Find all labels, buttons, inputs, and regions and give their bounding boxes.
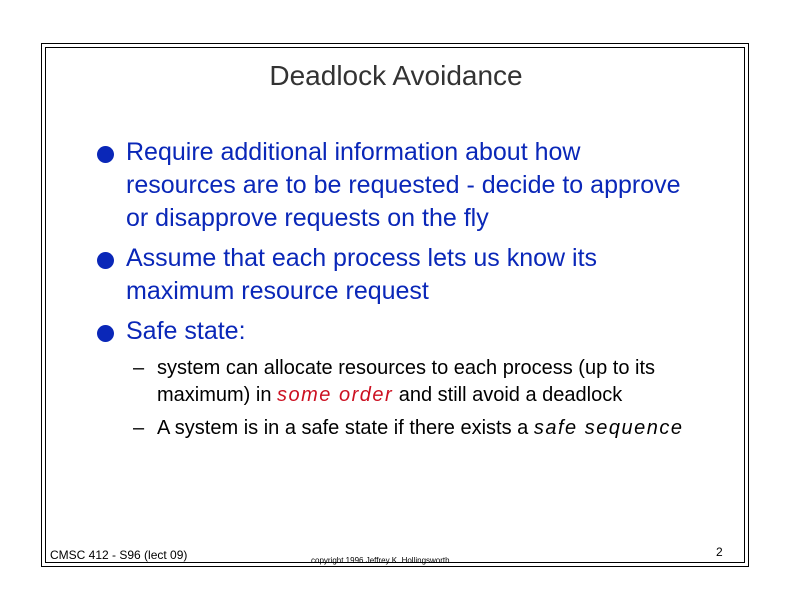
- dash-icon: –: [133, 417, 145, 439]
- slide-title: Deadlock Avoidance: [269, 60, 523, 91]
- bullet-item: [97, 242, 697, 308]
- sub-item: [97, 355, 697, 409]
- bullet-text: Assume that each process lets us know its maximum resource request: [126, 244, 598, 305]
- course-label: CMSC 412 - S96 (lect 09): [50, 548, 188, 562]
- sub-item-text-after: and still avoid a deadlock: [398, 384, 623, 406]
- copyright-notice: copyright 1996 Jeffrey K. Hollingsworth: [311, 556, 450, 565]
- bullet-list: [97, 136, 697, 442]
- bullet-dot-icon: [97, 146, 114, 163]
- bullet-item: [97, 315, 697, 348]
- sub-item: [97, 415, 697, 442]
- sub-item-text: A system is in a safe state if there exists a: [157, 417, 529, 439]
- bullet-text: Safe state:: [126, 317, 246, 345]
- bullet-text: Require additional information about how resources are to be requested - decide to approve or disapprove requests on the fly: [126, 138, 681, 232]
- bullet-dot-icon: [97, 325, 114, 342]
- dash-icon: –: [133, 357, 145, 379]
- bullet-dot-icon: [97, 252, 114, 269]
- sub-item-text: system can allocate resources to each process (up to its maximum) in: [157, 357, 656, 406]
- emphasis-text: some order: [277, 384, 394, 406]
- page-number: 2: [716, 545, 723, 559]
- emphasis-text: safe sequence: [533, 417, 684, 439]
- bullet-item: [97, 136, 697, 235]
